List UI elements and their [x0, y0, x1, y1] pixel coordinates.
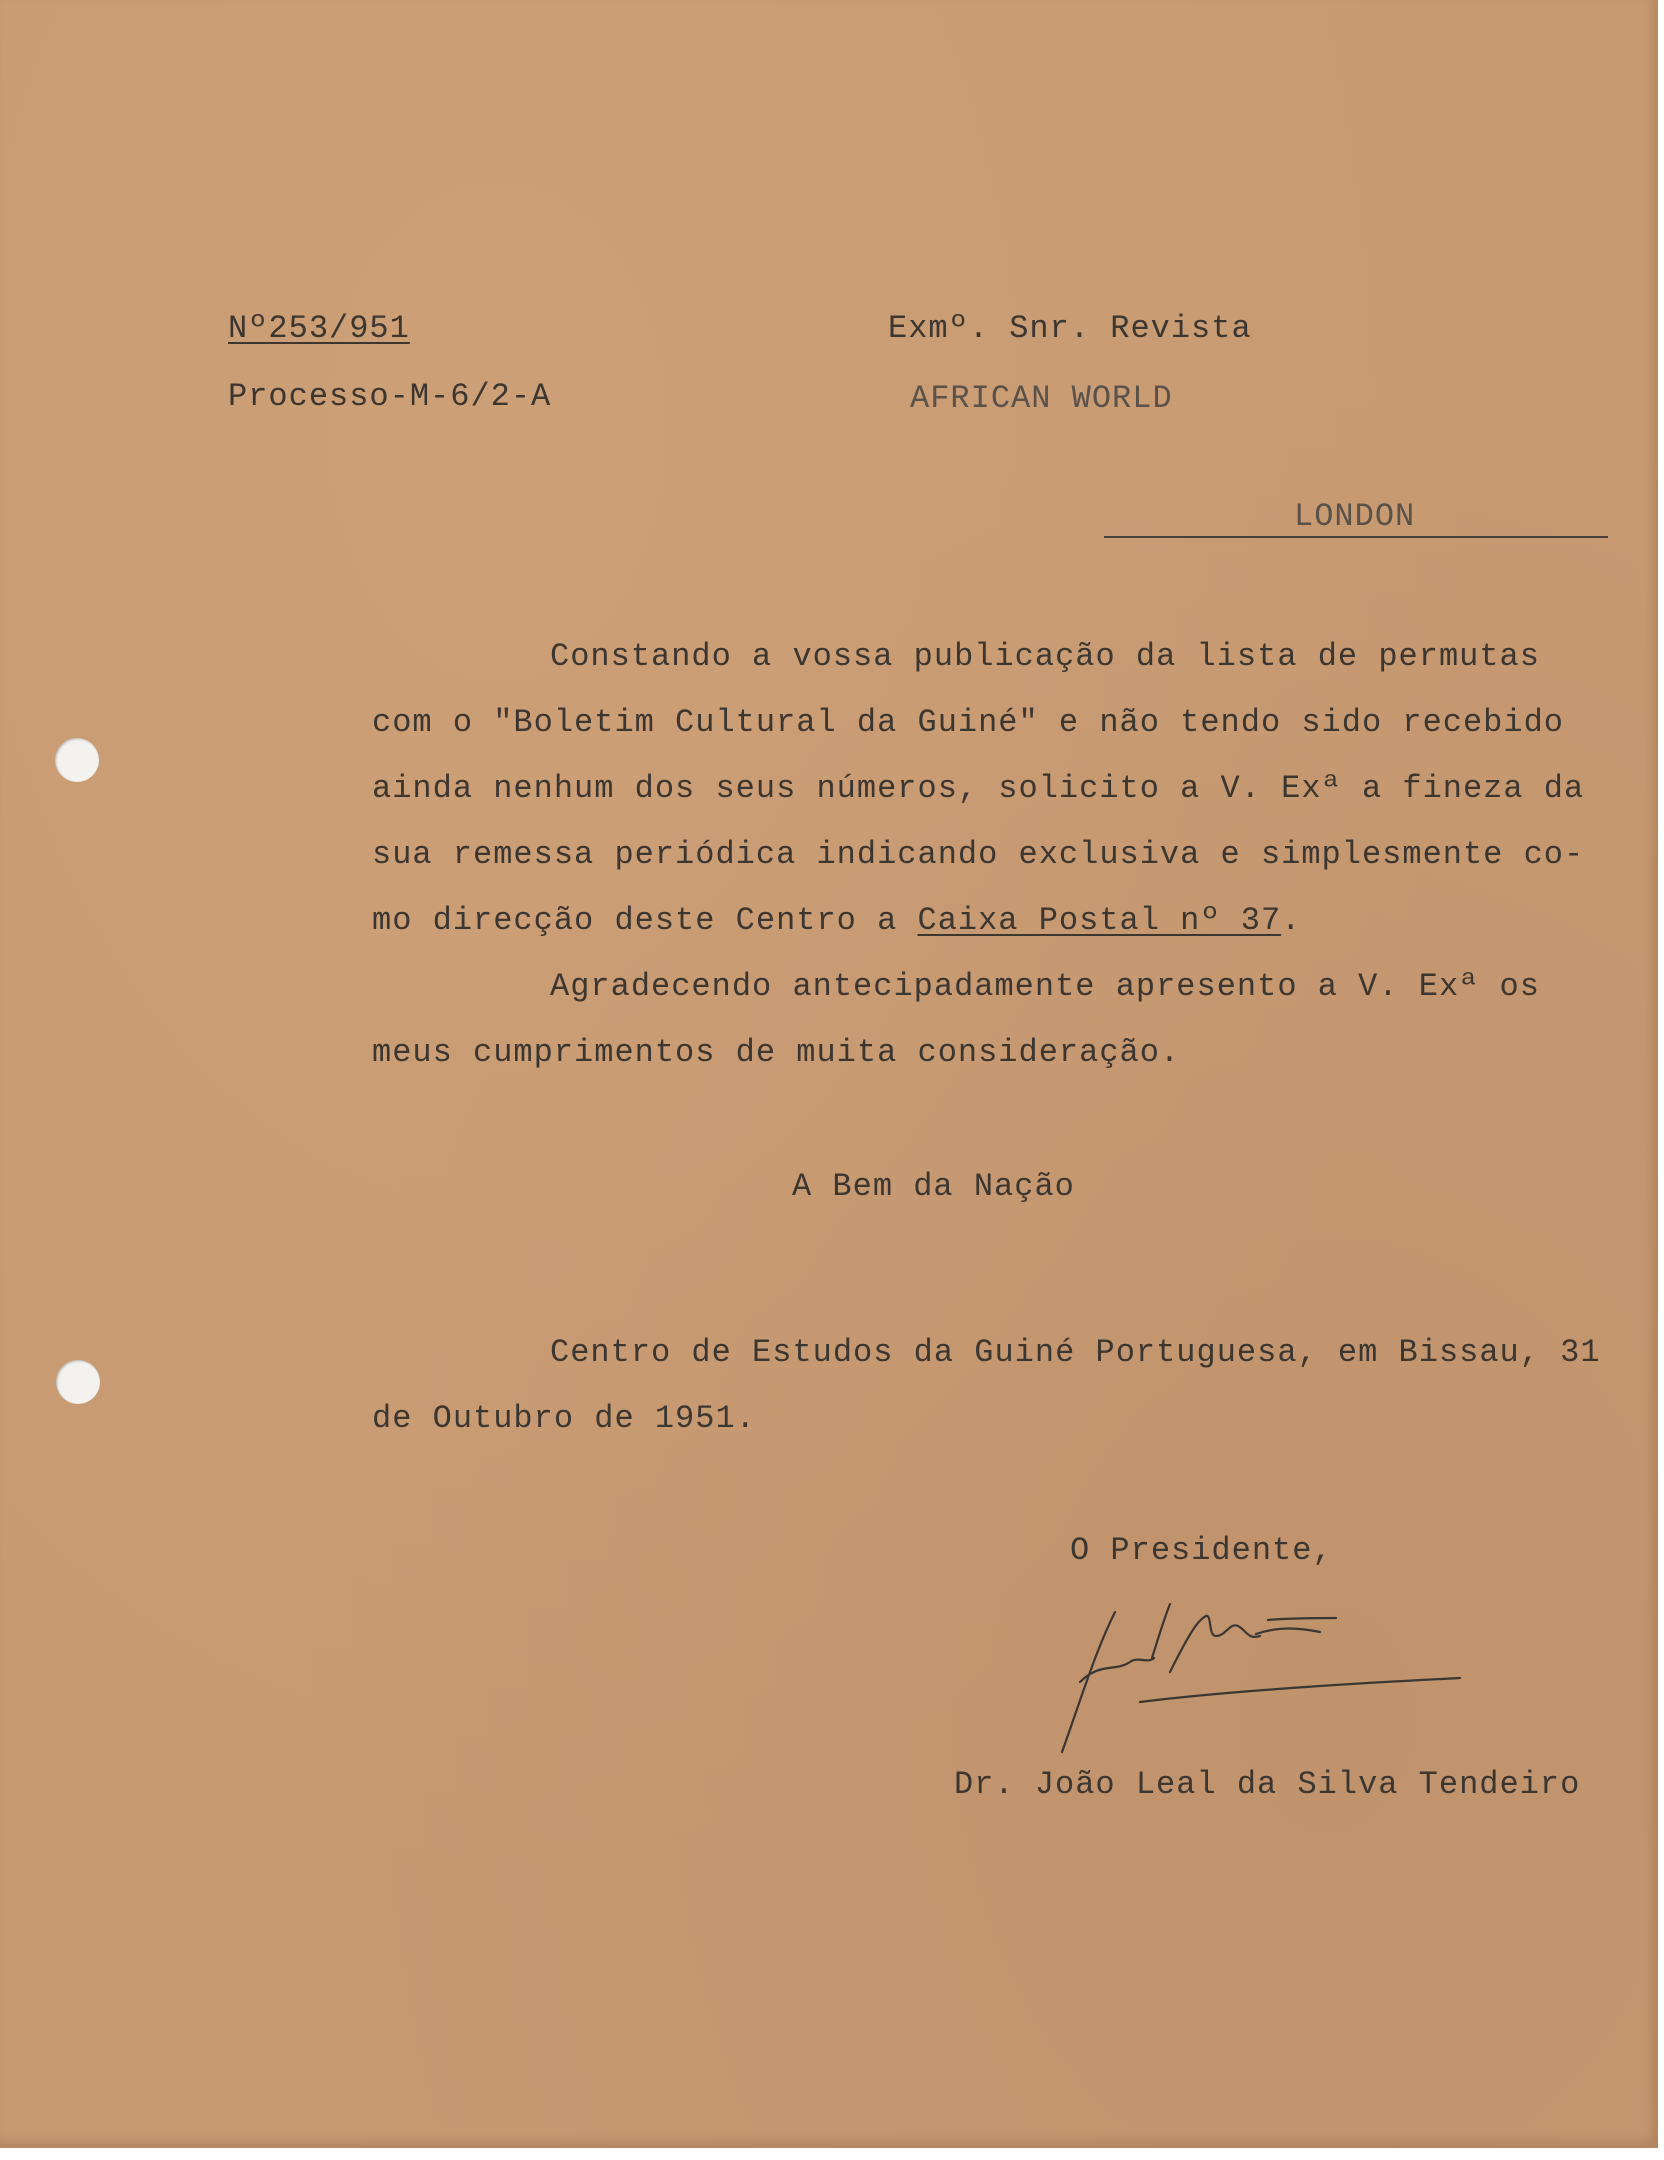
punch-hole-top	[55, 738, 99, 782]
postal-box: Caixa Postal nº 37	[917, 902, 1282, 939]
process-number: Processo-M-6/2-A	[228, 378, 552, 415]
body-line: meus cumprimentos de muita consideração.	[372, 1034, 1181, 1071]
body-line: com o "Boletim Cultural da Guiné" e não tendo sido recebido	[372, 704, 1564, 741]
punch-hole-bottom	[56, 1360, 100, 1404]
closing-formula: A Bem da Nação	[792, 1168, 1075, 1205]
address-suffix: .	[1281, 902, 1302, 939]
address-prefix: mo direcção deste Centro a	[372, 902, 918, 939]
letter-body	[372, 624, 1585, 1086]
place-date-line: de Outubro de 1951.	[372, 1400, 756, 1437]
address-rule	[1104, 536, 1608, 538]
body-line: sua remessa periódica indicando exclusiva e simplesmente co-	[372, 836, 1585, 873]
recipient-city: LONDON	[1294, 498, 1416, 535]
signatory-name: Dr. João Leal da Silva Tendeiro	[954, 1766, 1581, 1803]
body-line: Agradecendo antecipadamente apresento a V. Exª os	[550, 968, 1540, 1005]
body-line-address	[372, 888, 1572, 954]
reference-number: Nº253/951	[228, 310, 410, 347]
signatory-title: O Presidente,	[1070, 1532, 1333, 1569]
body-line: Constando a vossa publicação da lista de permutas	[550, 638, 1540, 675]
signature-mark	[1020, 1592, 1480, 1762]
recipient-name: AFRICAN WORLD	[910, 380, 1173, 417]
recipient-salutation: Exmº. Snr. Revista	[888, 310, 1252, 347]
place-date	[372, 1320, 1601, 1452]
body-line: ainda nenhum dos seus números, solicito a V. Exª a fineza da	[372, 770, 1585, 807]
place-date-line: Centro de Estudos da Guiné Portuguesa, em Bissau, 31	[550, 1334, 1601, 1371]
